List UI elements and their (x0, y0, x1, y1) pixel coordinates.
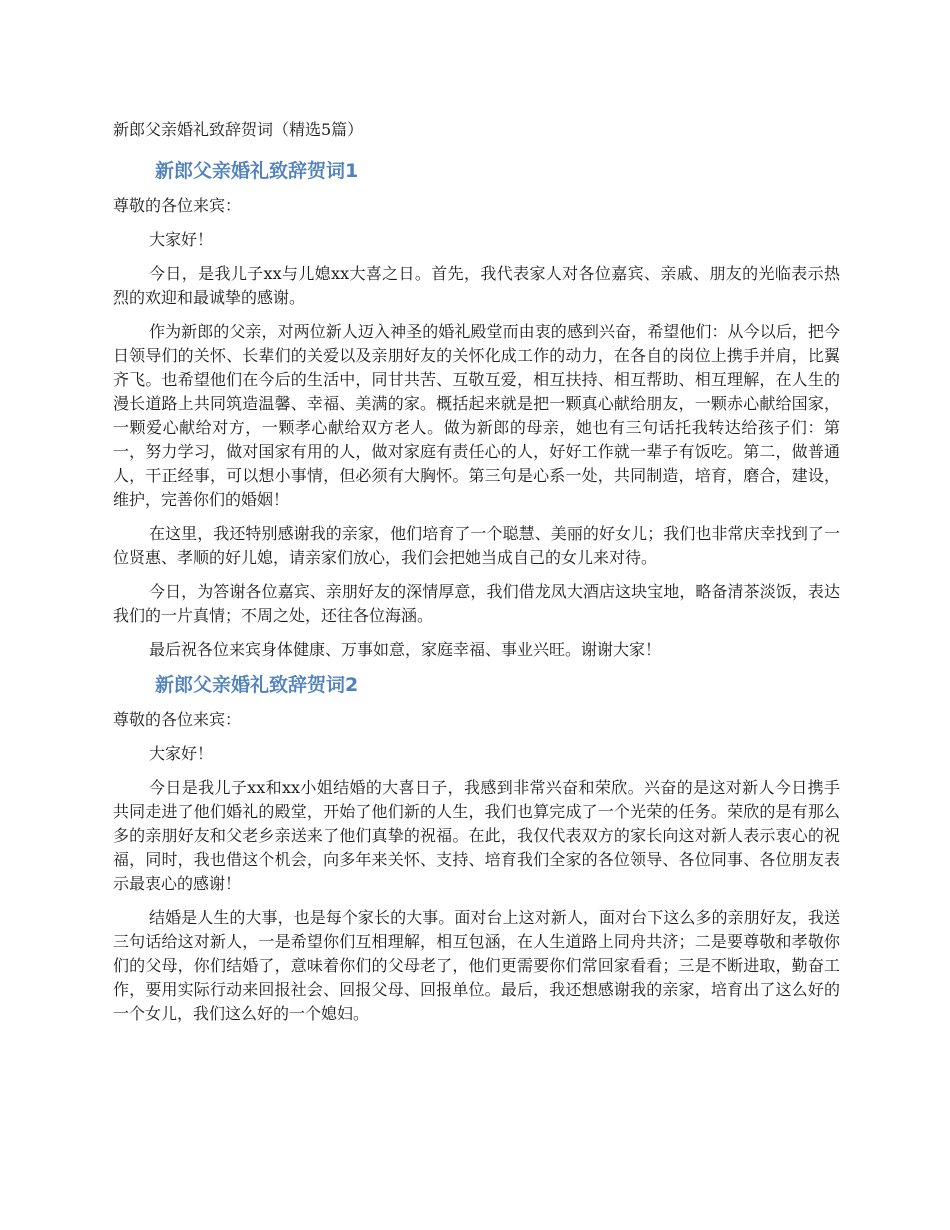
document-page (113, 118, 840, 1036)
paragraph: 今日，是我儿子xx与儿媳xx大喜之日。首先，我代表家人对各位嘉宾、亲戚、朋友的光临表示热烈的欢迎和最诚挚的感谢。 (113, 264, 840, 307)
section-heading: 新郎父亲婚礼致辞贺词1 (155, 160, 359, 182)
paragraph: 今日是我儿子xx和xx小姐结婚的大喜日子，我感到非常兴奋和荣欣。兴奋的是这对新人今日携手共同走进了他们婚礼的殿堂，开始了他们新的人生，我们也算完成了一个光荣的任务。荣欣的是有那么多的亲朋好友和父老乡亲送来了他们真挚的祝福。在此，我仅代表双方的家长向这对新人表示衷心的祝福，同时，我也借这个机会，向多年来关怀、支持、培育我们全家的各位领导、各位同事、各位朋友表示最衷心的感谢！ (113, 778, 840, 893)
paragraph: 作为新郎的父亲，对两位新人迈入神圣的婚礼殿堂而由衷的感到兴奋，希望他们：从今以后，把今日领导们的关怀、长辈们的关爱以及亲朋好友的关怀化成工作的动力，在各自的岗位上携手并肩，比翼齐飞。也希望他们在今后的生活中，同甘共苦、互敬互爱，相互扶持、相互帮助、相互理解，在人生的漫长道路上共同筑造温馨、幸福、美满的家。概括起来就是把一颗真心献给朋友，一颗赤心献给国家，一颗爱心献给对方，一颗孝心献给双方老人。做为新郎的母亲，她也有三句话托我转达给孩子们：第一，努力学习，做对国家有用的人，做对家庭有责任心的人，好好工作就一辈子有饭吃。第二，做普通人，干正经事，可以想小事情，但必须有大胸怀。第三句是心系一处，共同制造，培育，磨合，建设，维护，完善你们的婚姻！ (113, 322, 840, 509)
paragraph: 最后祝各位来宾身体健康、万事如意，家庭幸福、事业兴旺。谢谢大家！ (149, 640, 662, 659)
paragraph: 在这里，我还特别感谢我的亲家，他们培育了一个聪慧、美丽的好女儿；我们也非常庆幸找到了一位贤惠、孝顺的好儿媳，请亲家们放心，我们会把她当成自己的女儿来对待。 (113, 524, 840, 567)
paragraph: 今日，为答谢各位嘉宾、亲朋好友的深情厚意，我们借龙凤大酒店这块宝地，略备清茶淡饭，表达我们的一片真情；不周之处，还往各位海涵。 (113, 582, 840, 625)
salutation: 尊敬的各位来宾： (113, 196, 242, 215)
paragraph: 结婚是人生的大事，也是每个家长的大事。面对台上这对新人，面对台下这么多的亲朋好友，我送三句话给这对新人，一是希望你们互相理解，相互包涵，在人生道路上同舟共济；二是要尊敬和孝敬你们的父母，你们结婚了，意味着你们的父母老了，他们更需要你们常回家看看；三是不断进取，勤奋工作，要用实际行动来回报社会、回报父母、回报单位。最后，我还想感谢我的亲家，培育出了这么好的一个女儿，我们这么好的一个媳妇。 (113, 908, 840, 1023)
speech-section-2 (113, 672, 840, 1026)
section-heading: 新郎父亲婚礼致辞贺词2 (155, 674, 359, 696)
paragraph: 大家好！ (149, 230, 214, 249)
document-title: 新郎父亲婚礼致辞贺词（精选5篇） (113, 120, 364, 139)
salutation: 尊敬的各位来宾： (113, 710, 242, 729)
speech-section-1 (113, 158, 840, 662)
paragraph: 大家好！ (149, 744, 214, 763)
